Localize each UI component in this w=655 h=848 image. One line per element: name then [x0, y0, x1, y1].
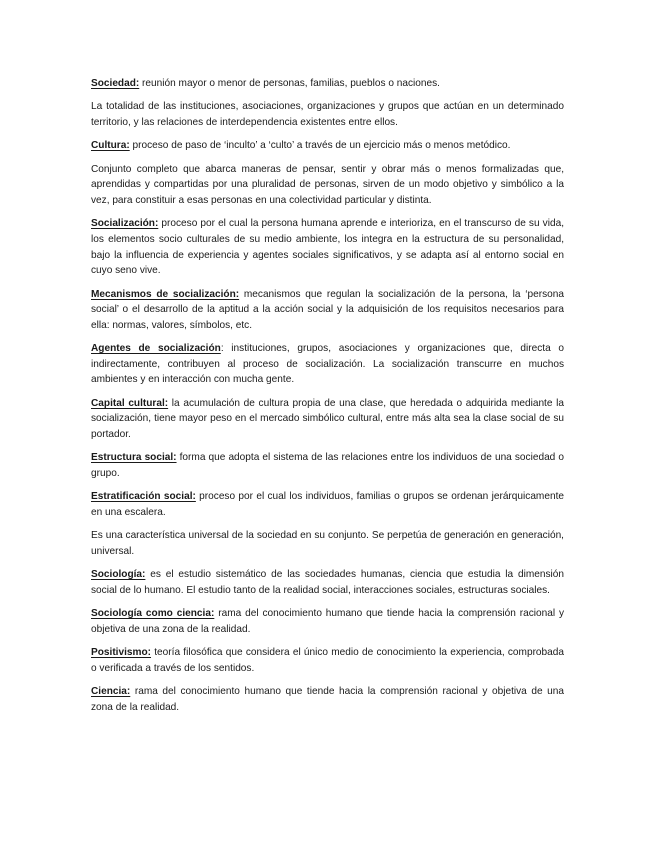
entry-agentes: [91, 341, 564, 388]
entry-text: Es una característica universal de la sociedad en su conjunto. Se perpetúa de generación en generación, universal.: [91, 530, 564, 557]
entry-socializacion: [91, 216, 564, 278]
entry-sociologia: [91, 567, 564, 598]
entry-text: rama del conocimiento humano que tiende hacia la comprensión racional y objetiva de una zona de la realidad.: [91, 608, 565, 635]
entry-term: Cultura:: [91, 140, 130, 152]
entry-sociedad: [91, 76, 564, 92]
entry-mecanismos: [91, 287, 564, 334]
entry-text: proceso por el cual la persona humana aprende e interioriza, en el transcurso de su vida, los elementos socio culturales de su medio ambiente, los integra en la estructura de su personalidad, bajo la influencia de experiencia y agentes sociales significativos, y se adapta así al entorno social en cuyo seno vive.: [91, 218, 564, 277]
entry-term: Sociología como ciencia:: [91, 608, 215, 620]
entry-estructura-social: [91, 450, 564, 481]
entry-capital-cultural: [91, 396, 564, 443]
entry-text: proceso por el cual los individuos, familias o grupos se ordenan jerárquicamente en una escalera.: [91, 491, 564, 518]
entry-text: forma que adopta el sistema de las relaciones entre los individuos de una sociedad o grupo.: [91, 452, 564, 479]
entry-term: Estratificación social:: [91, 491, 196, 503]
entry-text: mecanismos que regulan la socialización de la persona, la ‘persona social’ o el desarrollo de la aptitud a la acción social y la adquisición de los requisitos necesarios para ella: normas, valores, símbolos, etc.: [91, 288, 565, 331]
entry-term: Agentes de socialización: [91, 343, 221, 355]
entry-sociologia-ciencia: [91, 606, 564, 637]
entry-positivismo: [91, 645, 564, 676]
entry-cultura-definition: [91, 162, 564, 209]
entry-estratificacion-definition: [91, 528, 564, 559]
entry-term: Estructura social:: [91, 452, 177, 464]
entry-text: proceso de paso de ‘inculto’ a ‘culto’ a través de un ejercicio más o menos metódico.: [129, 140, 511, 152]
document-page: [91, 76, 564, 723]
entry-text: es el estudio sistemático de las sociedades humanas, ciencia que estudia la dimensión social de lo humano. El estudio tanto de la realidad social, interacciones sociales, estructuras sociales.: [91, 569, 564, 596]
entry-sociedad-definition: [91, 99, 564, 130]
entry-term: Positivismo:: [91, 647, 152, 659]
entry-text: teoría filosófica que considera el único medio de conocimiento la experiencia, comprobada o verificada a través de los sentidos.: [91, 647, 564, 674]
entry-term: Sociedad:: [91, 78, 140, 89]
entry-estratificacion: [91, 489, 564, 520]
entry-term: Mecanismos de socialización:: [91, 288, 240, 300]
entry-term: Ciencia:: [91, 686, 131, 698]
entry-term: Sociología:: [91, 569, 146, 581]
entry-text: la acumulación de cultura propia de una clase, que heredada o adquirida mediante la socialización, tiene mayor peso en el mercado simbólico cultural, entre más alta sea la clase social de su portador.: [91, 397, 564, 440]
entry-term: Capital cultural:: [91, 397, 169, 409]
entry-text: La totalidad de las instituciones, asociaciones, organizaciones y grupos que actúan en un determinado territorio, y las relaciones de interdependencia existentes entre ellos.: [91, 101, 564, 128]
entry-ciencia: [91, 684, 564, 715]
entry-text: : instituciones, grupos, asociaciones y organizaciones que, directa o indirectamente, contribuyen al proceso de socialización. La socialización transcurre en muchos ambientes y en interacción con mucha gente.: [91, 343, 564, 386]
entry-term: Socialización:: [91, 218, 159, 230]
entry-text: rama del conocimiento humano que tiende hacia la comprensión racional y objetiva de una zona de la realidad.: [91, 686, 564, 713]
entry-text: Conjunto completo que abarca maneras de pensar, sentir y obrar más o menos formalizadas que, aprendidas y compartidas por una pluralidad de personas, sirven de un modo objetivo y simbólico a la vez, para constituir a esas personas en una colectividad particular y distinta.: [91, 163, 564, 206]
entry-cultura: [91, 138, 564, 154]
entry-text: reunión mayor o menor de personas, familias, pueblos o naciones.: [139, 78, 440, 89]
